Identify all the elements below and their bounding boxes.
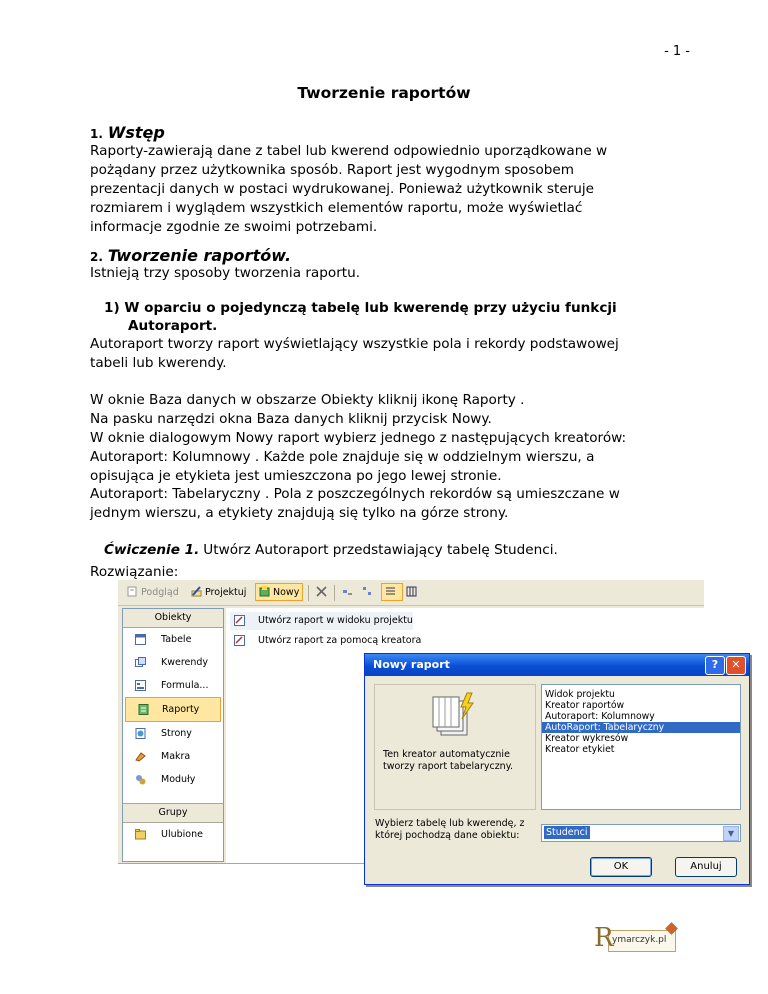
logo-letter: R [594,923,614,953]
design-button[interactable] [188,584,249,601]
objects-item-forms[interactable] [123,674,223,697]
text-line: prezentacji danych w postaci wydrukowanej. Ponieważ użytkownik steruje [90,181,595,197]
large-icons-icon [342,586,353,597]
text-line: Raporty-zawierają dane z tabel lub kwerend odpowiednio uporządkowane w [90,143,608,159]
dialog-title: Nowy raport [373,658,450,671]
exercise [104,542,558,558]
tabular-description [90,485,690,523]
objects-item-macros[interactable] [123,745,223,768]
list-view-icon [385,586,396,597]
logo-text: ymarczyk.pl [612,935,667,945]
wizard-report-icon [234,635,245,646]
close-button[interactable]: ✕ [726,656,746,675]
objects-item-label: Kwerendy [161,657,209,668]
objects-item-tables[interactable] [123,628,223,651]
text-line: jednym wierszu, a etykiety znajdują się tylko na górze strony. [90,505,509,521]
text-line: opisująca je etykieta jest umieszczona po jego lewej stronie. [90,468,502,484]
large-icons-button[interactable] [339,584,359,601]
subsection-line-1: 1) W oparciu o pojedynczą tabelę lub kwerendę przy użyciu funkcji [104,300,617,316]
text-line: W oknie Baza danych w obszarze Obiekty kliknij ikonę Raporty . [90,392,525,408]
section-1-text [90,142,690,237]
objects-pane [122,608,224,862]
text-line: Autoraport: Tabelaryczny . Pola z poszczególnych rekordów są umieszczane w [90,486,620,502]
autoraport-description [90,335,690,373]
solution-label: Rozwiązanie: [90,564,179,580]
source-prompt: Wybierz tabelę lub kwerendę, z której pochodzą dane obiektu: [375,818,525,841]
section-1-number: 1. [90,127,103,141]
text-line: informacje zgodnie ze swoimi potrzebami. [90,219,378,235]
new-report-dialog [364,653,750,885]
steps-paragraph [90,391,690,486]
subsection-line-2: Autoraport. [128,318,218,334]
preview-button[interactable] [124,584,182,601]
objects-item-label: Formula... [161,680,209,691]
wizard-option[interactable]: Autoraport: Kolumnowy [545,711,655,722]
groups-item-favorites[interactable] [123,823,223,846]
list-item-label: Utwórz raport za pomocą kreatora [258,635,422,646]
table-icon [135,634,146,645]
section-2-intro: Istnieją trzy sposoby tworzenia raportu. [90,265,361,281]
document-title: Tworzenie raportów [297,84,471,102]
section-2-title: Tworzenie raportów. [107,246,292,265]
objects-header: Obiekty [123,609,223,628]
cancel-button[interactable]: Anuluj [675,857,737,877]
text-line: Autoraport tworzy raport wyświetlający wszystkie pola i rekordy podstawowej [90,336,619,352]
query-icon [135,657,146,668]
objects-item-label: Makra [161,751,191,762]
design-label: Projektuj [205,587,247,598]
database-toolbar [118,580,704,606]
small-icons-button[interactable] [359,584,379,601]
preview-label: Podgląd [141,587,179,598]
objects-item-label: Strony [161,728,192,739]
wizard-option[interactable]: Kreator etykiet [545,744,615,755]
new-button[interactable] [255,583,303,601]
delete-button[interactable] [313,584,333,601]
objects-item-label: Raporty [162,704,200,715]
objects-item-reports[interactable] [125,697,221,722]
list-item-label: Utwórz raport w widoku projektu [258,615,413,626]
wizard-option-selected[interactable]: AutoRaport: Tabelaryczny [542,722,740,733]
toolbar-separator [334,585,335,601]
text-line: tabeli lub kwerendy. [90,355,227,371]
text-line: W oknie dialogowym Nowy raport wybierz jednego z następujących kreatorów: [90,430,627,446]
toolbar-separator [308,585,309,601]
wizard-option[interactable]: Kreator wykresów [545,733,629,744]
design-icon [191,586,202,597]
details-view-icon [406,586,417,597]
help-button[interactable]: ? [705,656,725,675]
delete-icon [316,586,327,597]
objects-item-queries[interactable] [123,651,223,674]
section-1-title: Wstęp [107,123,165,142]
report-icon [138,704,149,715]
dialog-titlebar [365,654,749,676]
section-1-heading [90,123,165,142]
access-screenshot [118,580,741,872]
groups-header: Grupy [123,804,223,823]
preview-icon [127,586,138,597]
subsection-heading [104,299,704,335]
macro-icon [135,751,146,762]
wizard-listbox[interactable] [541,684,741,810]
text-line: Autoraport: Kolumnowy . Każde pole znajduje się w oddzielnym wierszu, a [90,449,595,465]
text-line: pożądany przez użytkownika sposób. Raport jest wygodnym sposobem [90,162,575,178]
favorites-icon [135,829,146,840]
chevron-down-icon[interactable]: ▼ [723,826,739,841]
list-view-button[interactable] [381,583,403,601]
wizard-description: Ten kreator automatycznie tworzy raport tabelaryczny. [383,749,513,772]
exercise-label: Ćwiczenie 1. [104,542,200,558]
text-line: rozmiarem i wyglądem wszystkich elementów raportu, może wyświetlać [90,200,583,216]
module-icon [135,774,146,785]
autoreport-wizard-icon [431,693,477,737]
new-icon [259,586,270,597]
groups-item-label: Ulubione [161,829,203,840]
reports-list [226,608,741,872]
ok-button[interactable]: OK [590,857,652,877]
exercise-text: Utwórz Autoraport przedstawiający tabelę Studenci. [203,542,558,558]
objects-item-label: Tabele [161,634,192,645]
small-icons-icon [362,586,373,597]
form-icon [135,680,146,691]
wizard-report-icon [234,615,245,626]
pane-divider [123,791,223,804]
objects-item-modules[interactable] [123,768,223,791]
source-value: Studenci [546,827,588,838]
details-view-button[interactable] [403,584,423,601]
page-number: - 1 - [664,44,690,59]
objects-item-pages[interactable] [123,722,223,745]
preview-frame [374,684,536,810]
wizard-option[interactable]: Widok projektu [545,689,615,700]
section-2-heading [90,246,291,265]
wizard-option[interactable]: Kreator raportów [545,700,625,711]
source-combobox[interactable] [541,824,741,842]
text-line: Na pasku narzędzi okna Baza danych kliknij przycisk Nowy. [90,411,492,427]
list-item-wizard[interactable] [230,632,421,650]
new-label: Nowy [273,587,300,598]
section-2-number: 2. [90,250,103,264]
objects-item-label: Moduły [161,774,196,785]
list-item-design-view[interactable] [230,612,413,630]
page-icon [135,728,146,739]
site-logo [594,924,676,954]
